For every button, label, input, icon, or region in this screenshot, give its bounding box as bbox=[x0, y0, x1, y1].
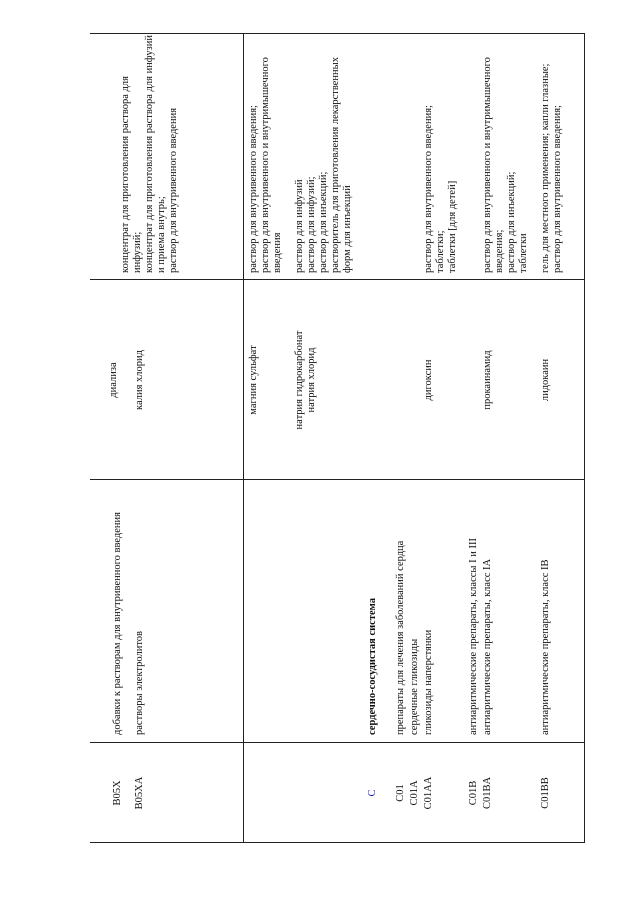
atc-code: C bbox=[367, 789, 378, 797]
atc-code: C01BB bbox=[540, 777, 551, 809]
group-name: препараты для лечения заболеваний сердца bbox=[395, 540, 406, 735]
header-fragment: диализа bbox=[108, 362, 119, 398]
drug-name: магния сульфат bbox=[248, 345, 259, 415]
drug-name: лидокаин bbox=[540, 358, 551, 402]
drug-name: дигоксин bbox=[423, 359, 434, 401]
dosage-forms: гель для местного применения; капли глазные; раствор для внутривенного введения; bbox=[540, 63, 563, 273]
dosage-forms: раствор для инфузий; раствор для инъекций; растворитель для приготовления лекарственных форм для инъекций bbox=[306, 57, 353, 273]
drug-name: прокаинамид bbox=[482, 350, 493, 410]
atc-code: C01 bbox=[395, 784, 406, 802]
atc-code: C01AA bbox=[423, 776, 434, 810]
atc-code: C01BA bbox=[482, 776, 493, 810]
dosage-forms: раствор для инфузий bbox=[294, 179, 305, 273]
table-bottom-border bbox=[584, 33, 585, 843]
group-name: добавки к растворам для внутривенного введения bbox=[112, 512, 123, 735]
row-divider bbox=[243, 33, 244, 843]
dosage-forms: раствор для внутривенного введения; раствор для внутривенного и внутримышечного введения bbox=[248, 57, 283, 273]
drug-name: натрия гидрокарбонат bbox=[294, 330, 305, 430]
group-name: антиаритмические препараты, классы I и III bbox=[468, 538, 479, 735]
atc-code: B05XA bbox=[134, 776, 145, 810]
atc-code: C01A bbox=[409, 780, 420, 806]
group-name: антиаритмические препараты, класс IA bbox=[482, 558, 493, 735]
drug-name: калия хлорид bbox=[134, 350, 145, 410]
group-name: сердечные гликозиды bbox=[409, 638, 420, 735]
drug-name: натрия хлорид bbox=[306, 347, 317, 413]
dosage-forms: раствор для внутривенного и внутримышечного введения; раствор для инъекций; таблетки bbox=[482, 57, 529, 273]
column-divider-2 bbox=[90, 479, 585, 480]
table-left-border bbox=[90, 842, 585, 843]
dosage-forms: раствор для внутривенного введения; таблетки; таблетки [для детей] bbox=[423, 105, 458, 273]
group-name: гликозиды наперстянки bbox=[423, 629, 434, 735]
atc-code: C01B bbox=[468, 780, 479, 806]
rotated-table bbox=[90, 33, 585, 843]
group-name: сердечно-сосудистая система bbox=[367, 598, 378, 735]
group-name: растворы электролитов bbox=[134, 630, 145, 735]
group-name: антиаритмические препараты, класс IB bbox=[540, 559, 551, 735]
dosage-forms: концентрат для приготовления раствора для инфузий; концентрат для приготовления раствора для инфузий и приема внутрь; раствор для внутривенного введения bbox=[120, 35, 179, 273]
column-divider-3 bbox=[90, 279, 585, 280]
column-divider-1 bbox=[90, 742, 585, 743]
atc-code: B05X bbox=[112, 780, 123, 806]
